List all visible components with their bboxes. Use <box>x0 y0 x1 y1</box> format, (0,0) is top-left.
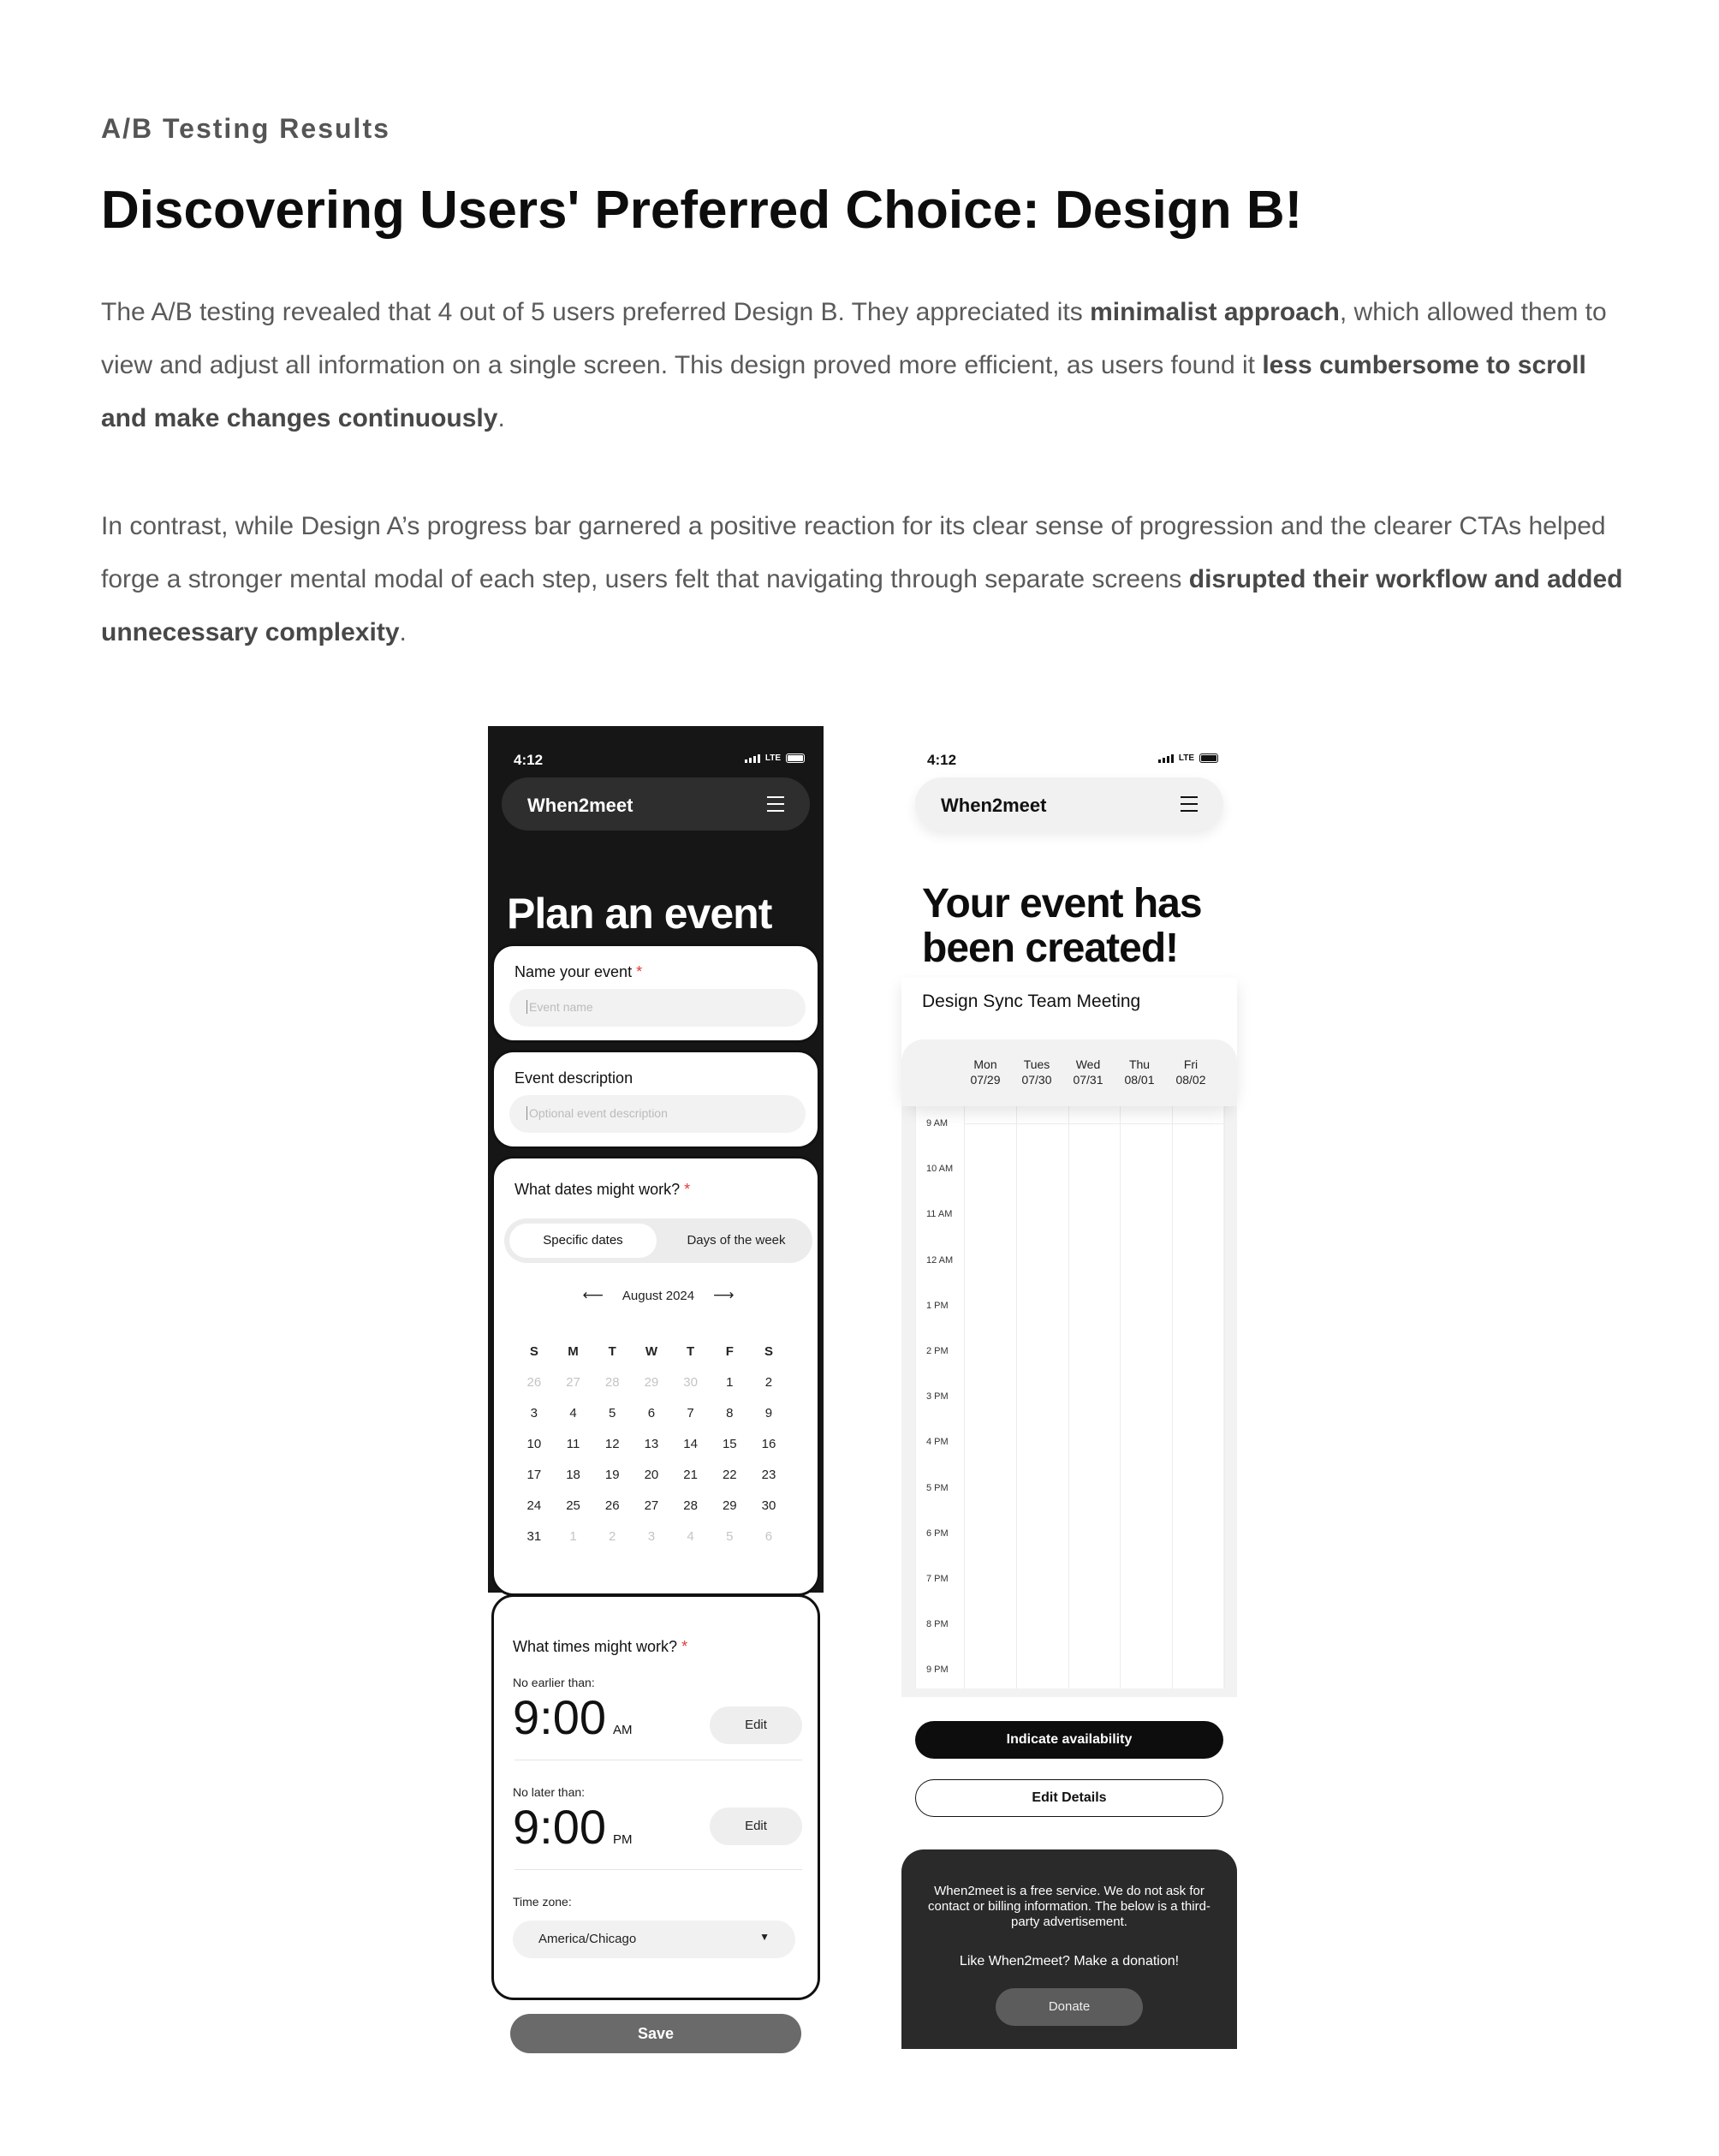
calendar-day[interactable]: 12 <box>604 1437 620 1451</box>
footer <box>901 1849 1237 2049</box>
hour-label: 5 PM <box>926 1482 949 1493</box>
grid-column-line <box>1068 1106 1069 1688</box>
timezone-label: Time zone: <box>513 1895 572 1909</box>
calendar-day: 3 <box>647 1529 656 1544</box>
day-date: 08/01 <box>1124 1073 1155 1087</box>
calendar-day: 30 <box>683 1375 698 1390</box>
grid-column-line <box>1172 1106 1173 1688</box>
earliest-label: No earlier than: <box>513 1676 595 1689</box>
calendar-day[interactable]: 17 <box>526 1468 542 1482</box>
specific-dates-tab[interactable]: Specific dates <box>509 1224 657 1258</box>
calendar-day[interactable]: 9 <box>764 1406 773 1420</box>
dates-card <box>491 1156 820 1596</box>
event-description-card <box>491 1050 820 1149</box>
calendar-day[interactable]: 26 <box>604 1498 620 1513</box>
calendar-day[interactable]: 24 <box>526 1498 542 1513</box>
grid-column-line <box>1016 1106 1017 1688</box>
latest-label: No later than: <box>513 1785 586 1799</box>
event-name-input[interactable]: Event name <box>509 989 806 1027</box>
calendar-day[interactable]: 6 <box>647 1406 656 1420</box>
calendar-day[interactable]: 5 <box>609 1406 616 1420</box>
nav-bar <box>915 777 1223 831</box>
grid-column-line <box>964 1106 965 1688</box>
weekday-header: W <box>645 1344 657 1359</box>
day-of-week: Tues <box>1023 1057 1050 1071</box>
caret-down-icon: ▼ <box>759 1931 770 1943</box>
calendar-day[interactable]: 7 <box>687 1406 694 1420</box>
calendar-day: 28 <box>604 1375 620 1390</box>
nav-bar <box>502 777 810 831</box>
calendar-day[interactable]: 29 <box>722 1498 737 1513</box>
hour-label: 9 AM <box>926 1118 949 1129</box>
next-month-arrow-icon[interactable]: ⟶ <box>713 1287 735 1303</box>
calendar-day[interactable]: 20 <box>644 1468 659 1482</box>
battery-icon <box>786 753 805 763</box>
grid-column-line <box>1120 1106 1121 1688</box>
month-navigator <box>494 1287 823 1304</box>
divider <box>515 1869 802 1870</box>
day-of-week: Fri <box>1183 1057 1199 1071</box>
calendar-day[interactable]: 14 <box>683 1437 698 1451</box>
results-paragraph: The A/B testing revealed that 4 out of 5 users preferred Design B. They appreciated its minimalist approach, which allowed them to view and adjust all information on a single screen. This design proved more efficient, as users found it less cumbersome to scroll and make changes continuously. <box>101 298 1607 432</box>
design-a-mockup <box>488 726 824 2045</box>
day-column-header <box>960 1057 1011 1087</box>
hour-label: 6 PM <box>926 1528 949 1539</box>
day-of-week: Thu <box>1128 1057 1151 1071</box>
calendar-day: 4 <box>687 1529 694 1544</box>
save-button[interactable]: Save <box>510 2014 801 2053</box>
calendar-day[interactable]: 22 <box>722 1468 737 1482</box>
latest-time: 9:00 PM <box>513 1800 633 1854</box>
hour-label: 4 PM <box>926 1437 949 1448</box>
event-created-title: Your event has been created! <box>922 881 1202 971</box>
timezone-select[interactable]: America/Chicago ▼ <box>513 1921 795 1958</box>
hour-label: 8 PM <box>926 1619 949 1630</box>
hour-label: 3 PM <box>926 1391 949 1403</box>
calendar-day[interactable]: 31 <box>526 1529 542 1544</box>
day-header-bar <box>901 1039 1237 1106</box>
day-column-header <box>1165 1057 1216 1087</box>
calendar-day[interactable]: 23 <box>761 1468 776 1482</box>
network-label: LTE <box>1178 753 1194 763</box>
hour-label: 10 AM <box>926 1164 954 1175</box>
date-mode-toggle <box>504 1218 812 1263</box>
day-column-header <box>1062 1057 1114 1087</box>
calendar-day[interactable]: 28 <box>683 1498 698 1513</box>
calendar-day: 29 <box>644 1375 659 1390</box>
calendar-day[interactable]: 10 <box>526 1437 542 1451</box>
calendar-day[interactable]: 3 <box>530 1406 538 1420</box>
name-event-label: Name your event * <box>515 963 643 980</box>
calendar-day[interactable]: 21 <box>683 1468 698 1482</box>
calendar-day[interactable]: 4 <box>569 1406 577 1420</box>
day-date: 07/30 <box>1021 1073 1052 1087</box>
signal-icon <box>1158 754 1174 763</box>
event-description-input[interactable]: Optional event description <box>509 1095 806 1133</box>
day-of-week: Mon <box>973 1057 997 1071</box>
calendar-day[interactable]: 18 <box>566 1468 580 1482</box>
network-label: LTE <box>764 753 781 763</box>
earliest-time: 9:00 AM <box>513 1690 633 1744</box>
name-event-card <box>491 944 820 1043</box>
calendar-day[interactable]: 1 <box>726 1375 734 1390</box>
availability-grid[interactable] <box>915 1106 1223 1688</box>
weekday-header: T <box>608 1344 616 1359</box>
day-date: 07/29 <box>970 1073 1001 1087</box>
weekday-header: S <box>529 1344 538 1359</box>
calendar-day[interactable]: 16 <box>761 1437 776 1451</box>
design-b-mockup <box>901 726 1237 2049</box>
month-label: August 2024 <box>622 1289 695 1303</box>
hamburger-menu-icon[interactable] <box>1181 796 1198 812</box>
calendar-day[interactable]: 13 <box>644 1437 659 1451</box>
signal-icon <box>745 754 760 763</box>
calendar-week-row <box>515 1491 788 1522</box>
day-date: 08/02 <box>1175 1073 1206 1087</box>
hour-label: 11 AM <box>926 1209 953 1220</box>
calendar-week-row <box>515 1367 788 1398</box>
calendar-day[interactable]: 2 <box>764 1375 773 1390</box>
hour-label: 12 AM <box>926 1254 954 1266</box>
grid-top-line <box>964 1123 1224 1124</box>
plan-event-title: Plan an event <box>507 890 772 938</box>
calendar-week-row <box>515 1429 788 1460</box>
calendar-day: 26 <box>526 1375 542 1390</box>
hour-label: 9 PM <box>926 1665 949 1676</box>
hour-label: 1 PM <box>926 1300 949 1311</box>
calendar-day: 6 <box>764 1529 773 1544</box>
donation-prompt: Like When2meet? Make a donation! <box>959 1954 1180 1968</box>
calendar-day: 27 <box>566 1375 580 1390</box>
weekday-header: M <box>568 1344 579 1359</box>
weekday-header: S <box>764 1344 773 1359</box>
edit-details-button[interactable]: Edit Details <box>915 1779 1223 1817</box>
event-name: Design Sync Team Meeting <box>922 992 1141 1011</box>
calendar-day: 2 <box>609 1529 616 1544</box>
battery-icon <box>1199 753 1218 763</box>
edit-latest-button[interactable]: Edit <box>710 1808 802 1845</box>
page-title: Discovering Users' Preferred Choice: Design B! <box>101 181 1303 240</box>
hamburger-menu-icon[interactable] <box>767 796 784 812</box>
day-column-header <box>1114 1057 1165 1087</box>
indicate-availability-button[interactable]: Indicate availability <box>915 1721 1223 1759</box>
weekday-header-row <box>515 1337 788 1367</box>
grid-column-line <box>1224 1106 1225 1688</box>
footer-disclaimer: When2meet is a free service. We do not ask for contact or billing information. The below is a third-party advertisement. <box>928 1884 1210 1929</box>
calendar-day[interactable]: 30 <box>761 1498 776 1513</box>
days-of-week-tab[interactable]: Days of the week <box>687 1233 786 1248</box>
calendar-day[interactable]: 8 <box>726 1406 734 1420</box>
calendar-day: 1 <box>569 1529 577 1544</box>
brand-logo[interactable]: When2meet <box>527 795 633 816</box>
status-icons <box>1158 753 1218 763</box>
calendar-day[interactable]: 11 <box>566 1437 580 1451</box>
prev-month-arrow-icon[interactable]: ⟵ <box>582 1287 604 1303</box>
calendar-week-row <box>515 1460 788 1491</box>
day-of-week: Wed <box>1075 1057 1101 1071</box>
event-description-label: Event description <box>515 1069 633 1087</box>
day-column-header <box>1011 1057 1062 1087</box>
calendar-day[interactable]: 19 <box>604 1468 620 1482</box>
weekday-header: F <box>725 1344 734 1359</box>
times-card <box>491 1594 820 2000</box>
status-time: 4:12 <box>514 752 544 768</box>
edit-earliest-button[interactable]: Edit <box>710 1706 802 1744</box>
calendar-week-row <box>515 1398 788 1429</box>
event-summary-card <box>901 978 1237 1106</box>
times-label: What times might work? * <box>513 1638 688 1655</box>
calendar-day[interactable]: 25 <box>566 1498 580 1513</box>
calendar-day: 5 <box>726 1529 734 1544</box>
calendar-week-row <box>515 1522 788 1552</box>
calendar-day[interactable]: 15 <box>722 1437 737 1451</box>
calendar-grid <box>515 1337 788 1552</box>
donate-button[interactable]: Donate <box>996 1988 1143 2026</box>
status-icons <box>745 753 805 763</box>
brand-logo[interactable]: When2meet <box>941 795 1047 816</box>
section-eyebrow: A/B Testing Results <box>101 113 390 144</box>
dates-label: What dates might work? * <box>515 1181 691 1198</box>
weekday-header: T <box>687 1344 695 1359</box>
status-time: 4:12 <box>927 752 957 768</box>
day-date: 07/31 <box>1073 1073 1103 1087</box>
hour-label: 2 PM <box>926 1346 949 1356</box>
contrast-paragraph: In contrast, while Design A’s progress bar garnered a positive reaction for its clear sense of progression and the clearer CTAs helped forge a stronger mental modal of each step, users felt that navigating through separate screens disrupted their workflow and added unnecessary complexity. <box>101 512 1623 646</box>
hour-label: 7 PM <box>926 1574 949 1584</box>
calendar-day[interactable]: 27 <box>644 1498 659 1513</box>
